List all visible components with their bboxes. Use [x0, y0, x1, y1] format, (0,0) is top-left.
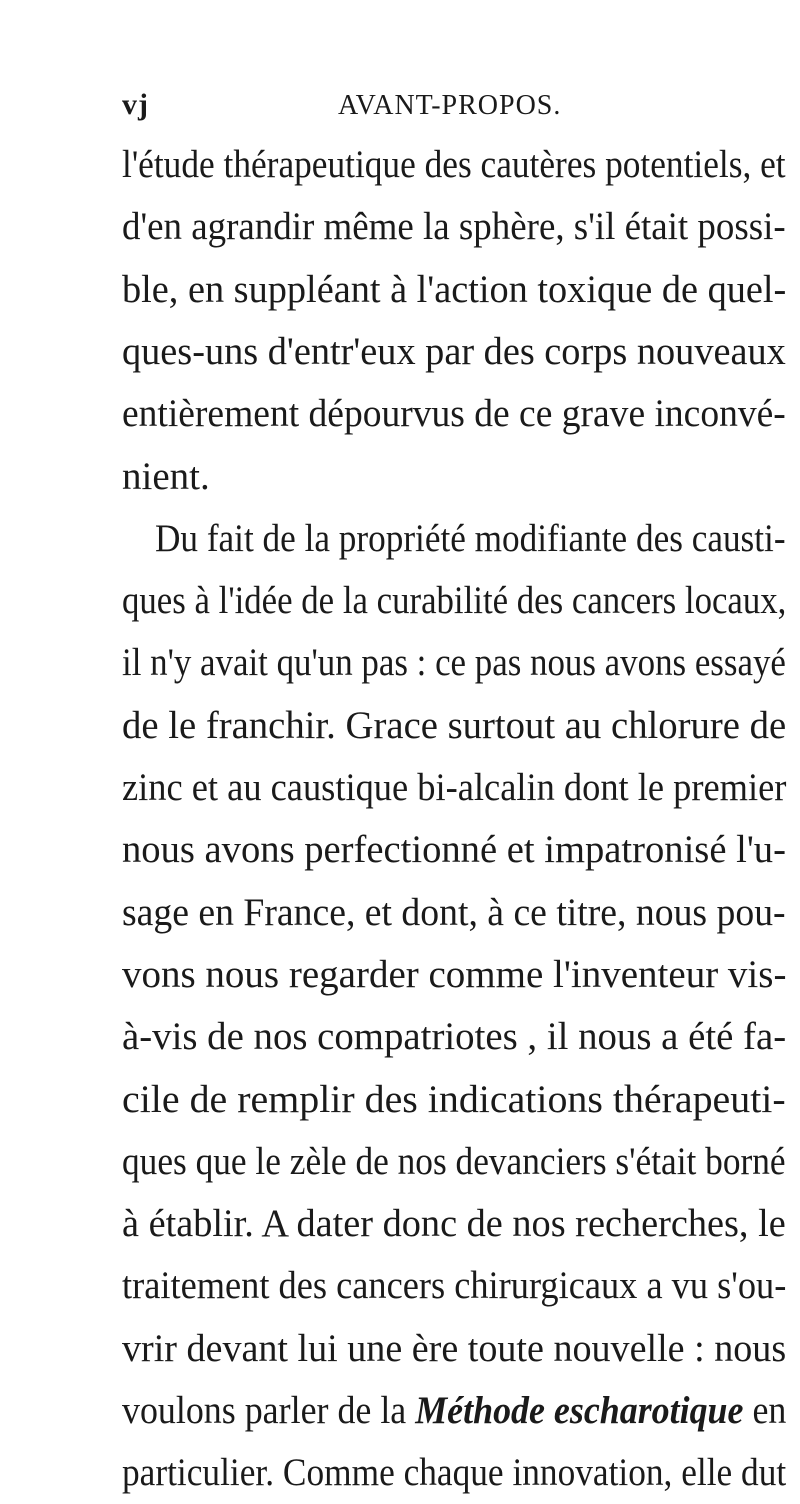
text-line-1: l'étude thérapeutique des cautères potentiels, et	[122, 143, 786, 186]
text-line-3: ble, en suppléant à l'action toxique de quel-	[122, 267, 787, 311]
text-line-7: Du fait de la propriété modifiante des causti-	[155, 516, 786, 560]
text-line-17: ques que le zèle de nos devanciers s'était borné	[122, 1139, 786, 1183]
text-line-5: entièrement dépourvus de ce grave inconvé-	[122, 392, 786, 436]
text-line-4: ques-uns d'entr'eux par des corps nouveaux	[122, 329, 786, 373]
text-line-18: à établir. A dater donc de nos recherches, le	[122, 1202, 786, 1246]
text-line-8: ques à l'idée de la curabilité des cancers locaux,	[122, 579, 787, 623]
text-line-6: nient.	[122, 454, 210, 498]
text-line-9: il n'y avait qu'un pas : ce pas nous avons essayé	[122, 641, 786, 685]
text-line-19: traitement des cancers chirurgicaux a vu s'ou-	[122, 1264, 787, 1308]
text-line-21-start: voulons parler de la	[122, 1389, 416, 1432]
text-line-11: zinc et au caustique bi-alcalin dont le premier	[122, 766, 787, 809]
italic-method-title: Méthode escharotique	[415, 1389, 744, 1432]
text-line-2: d'en agrandir même la sphère, s'il était possi-	[122, 205, 786, 249]
running-title: AVANT-PROPOS.	[338, 90, 562, 121]
text-line-20: vrir devant lui une ère toute nouvelle : nous	[122, 1326, 787, 1370]
text-line-12: nous avons perfectionné et impatronisé l'u-	[122, 828, 786, 872]
text-line-13: sage en France, et dont, à ce titre, nous pou-	[122, 890, 786, 934]
page-number: vj	[122, 88, 149, 121]
text-line-15: à-vis de nos compatriotes , il nous a été fa-	[122, 1015, 787, 1059]
page-header	[122, 88, 722, 128]
text-line-16: cile de remplir des indications thérapeuti-	[122, 1077, 786, 1121]
text-line-10: de le franchir. Grace surtout au chlorure de	[122, 703, 787, 747]
text-line-21-end: en	[743, 1389, 787, 1432]
text-line-14: vons nous regarder comme l'inventeur vis-	[122, 952, 787, 996]
text-line-22: particulier. Comme chaque innovation, elle dut	[122, 1451, 787, 1495]
text-line-21	[122, 1380, 786, 1442]
